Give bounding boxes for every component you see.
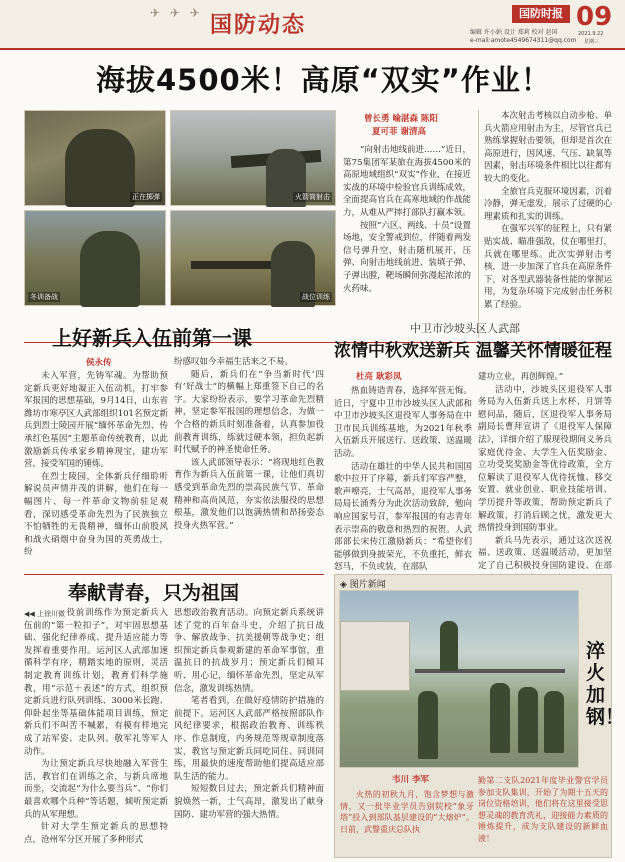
paragraph: 活动在雄壮的中华人民共和国国歌中拉开了序幕，新兵们军容严整，歌声嘹亮，士气高昂，退役军人事务局局长涌秀分为此次活动致辞，勉向响应国家号召，参军报国的有志青年表示崇高的敬意和热烈的祝贺。人武部部长宋传江激励新兵：“希望你们能够做到身披荣光，不负重托，鲜衣怒马，不负或装，在部队 bbox=[334, 461, 472, 573]
editor-credits: 编辑 许小娟 设计 郑莉 校对 赵国 bbox=[470, 29, 558, 36]
soldier-silhouette bbox=[80, 231, 140, 307]
photo-news-caption-right bbox=[478, 775, 608, 855]
paragraph: 全旅官兵克服环境因素，沉着冷静，弹无虚发，展示了过硬的心理素质和扎实的训练。 bbox=[484, 186, 612, 222]
photo-news-label bbox=[340, 577, 386, 590]
photo-rocket bbox=[170, 110, 336, 206]
photo-caption: 冬训备战 bbox=[30, 293, 58, 301]
soldier-silhouette bbox=[418, 691, 438, 759]
paragraph: 按照“六区、两线、十员”设置场地，安全警戒到位，伴随着两发信号弹升空，射击随机展开，压弹、向射击地线前进、装填子弹、子弹出膛，靶场瞬间弥漫起浓浓的火药味。 bbox=[343, 220, 471, 294]
building bbox=[340, 621, 410, 691]
main-byline: 曾长勇 喻湛森 陈阳 bbox=[364, 114, 438, 124]
article2-col2 bbox=[174, 356, 324, 568]
paragraph: 勤第二支队2021年度毕业警官学员参加支队集训，开始了为期十五天的岗位资格培训，他们将在这里接受思想灵魂的教育洗礼，迎接能力素质的锤炼提升，成为支队建设的新鲜血液！ bbox=[478, 776, 608, 843]
editor-email: e-mail:amote4549674311@qq.com bbox=[470, 37, 577, 44]
paragraph: 本次射击考核以自动步枪、单兵火箭应用射击为主，尽管官兵已熟练掌握射击要领，但却是首次在高原进行，因风速、气压、缺氧等因素，射击环境条件相比以往都有较大的变化。 bbox=[484, 111, 612, 184]
soldier-silhouette bbox=[490, 683, 510, 753]
main-byline-2: 夏可菲 谢清高 bbox=[372, 127, 426, 137]
photo-caption: 正在掷弹 bbox=[132, 193, 160, 201]
birds-ornament: ✈ ✈ ✈ bbox=[150, 6, 203, 20]
paragraph: 在烈士陵园，全体新兵仔细聆听解说员声情并茂的讲解，他们在每一幅图片、每一件革命文物前驻足观看，深切感受革命先烈为了民族独立不怕牺牲的无畏精神，缅怀山前股风和战火硝烟中奋身为国的英勇战士，纷 bbox=[24, 471, 168, 558]
article2-headline: 上好新兵入伍前第一课 bbox=[52, 326, 252, 350]
paragraph: 活动中，沙坡头区退役军人事务局为入伍新兵送上水杯、月饼等慰问品，随后，区退役军人事务局副局长曹拜宣讲了《退役军人保障法》，详细介绍了服现役期间义务兵家庭优待金、大学生入伍奖励金、立功受奖奖励金等优待政策，全方位解读了退役军人优待抚恤、移交安置、就业创业、职业技能培训、学历提升等政策，帮助预定新兵了解政策，打消后顾之忧，激发更大热情投身到国防事业。 bbox=[478, 384, 612, 534]
paragraph: 火热的初秋九月，饱含梦想与激情，又一批毕业学员告别院校“象牙塔”投入到部队基层建设的“大熔炉”。日前，武警重庆总队执 bbox=[340, 790, 474, 834]
paragraph: 短短数日过去，预定新兵们精神面貌焕然一新，士气高昂，激发出了献身国防、建功军营的强大热情。 bbox=[174, 784, 324, 820]
article3-col2 bbox=[478, 371, 612, 571]
paragraph: 新兵马先表示，通过这次送祝福、送政策、送温暖活动，更加坚定了自己积极投身国防建设、在部 bbox=[478, 535, 612, 571]
photo-news-title: 淬火加钢！ bbox=[586, 640, 625, 728]
play-icon: ◀◀ bbox=[24, 610, 35, 618]
photo-position bbox=[170, 210, 336, 306]
paragraph: 在强军兴军的征程上，只有紧贴实战、瞄准强敌，仗在哪里打，兵就在哪里练。此次实弹射击考核，进一步加深了官兵在高原条件下，对各型武器装备性能的掌握运用，为复杂环境下完成射击任务积累了经验。 bbox=[484, 224, 612, 310]
article4-col1 bbox=[24, 607, 168, 857]
soldier-silhouette bbox=[65, 129, 135, 207]
paragraph: 纷感叹如今幸福生活来之不易。 bbox=[174, 357, 294, 367]
paragraph: 思想政治教育活动。向预定新兵系统讲述了党的百年奋斗史，介绍了抗日战争、解放战争、抗美援朝等战争史；组织预定新兵参观新建的革命军事馆，重温抗日的抗战岁月；预定新兵们倾耳听、用心记，缅怀革命先烈，坚定从军信念，激发训练热情。 bbox=[174, 608, 324, 694]
masthead-rule bbox=[0, 48, 625, 50]
page-number: 09 bbox=[576, 2, 613, 32]
main-article-col2 bbox=[484, 110, 612, 338]
article4-byline-text: 上徐川微 bbox=[37, 610, 66, 618]
paragraph: 未入军营，先铸军魂。为帮助预定新兵更好地凝正入伍动机，打牢参军报国的思想基础，9月14日，山东省潍坊市寒亭区人武部组织101名预定新兵到烈士陵园开展“缅怀革命先烈、传承红色基因”主题革命传统教育，以此激励新兵传承家乡精神现宝，建功军营，接受军国的锤炼。 bbox=[24, 371, 168, 470]
article4-headline: 奉献青春，只为祖国 bbox=[68, 582, 240, 604]
parallel-bars bbox=[415, 669, 565, 673]
camera-icon: ◈ bbox=[340, 580, 347, 590]
paragraph: 役前训练作为预定新兵入伍前的“第一粒扣子”，对牢固思想基础、强化纪律养成、提升适应能力等发挥着重要作用。运河区人武部加速循科学有序，精踏实地的原则，灵活制定教育训练计划，教育们科学施教，用“示范＋表述”的方式，组织预定新兵进行队列训练、3000米长跑、仰卧起坐等基础体能项目训练，预定新兵们不叫苦不喊累，有模有样地完成了站军姿、走队列、敬军礼等军人动作。 bbox=[24, 608, 168, 757]
article2-col1 bbox=[24, 370, 168, 568]
paragraph: 该人武部领导表示：“将现地红色教育作为新兵入伍前第一课，让他们真切感受到革命先烈的崇高民族气节、革命精神和高尚风范，夯实依法服役的思想根基，激发他们以饱满热情和昂扬姿态投身火热军营。” bbox=[174, 457, 324, 531]
paragraph: 热血铸造青春，选择军营无悔。近日，宁夏中卫市沙坡头区人武部和中卫市沙坡头区退役军人事务局在中卫市民兵训练基地，为2021年秋季入伍新兵开展送行、送政策、送温暖活动。 bbox=[334, 386, 472, 459]
main-headline: 海拔4500米！高原“双实”作业！ bbox=[96, 63, 551, 97]
photo-caption: 火箭筒射击 bbox=[295, 193, 330, 201]
article3-col1 bbox=[334, 385, 472, 573]
photo-news-label-text: 图片新闻 bbox=[349, 580, 386, 590]
issue-date: 2021.9.22 bbox=[578, 31, 604, 37]
photo-news-byline: 韦川 李军 bbox=[392, 775, 429, 785]
photo-grenade bbox=[24, 110, 166, 206]
soldier-silhouette bbox=[518, 687, 538, 753]
photo-training bbox=[24, 210, 166, 306]
section-title: 国防动态 bbox=[210, 13, 307, 38]
soldier-silhouette bbox=[440, 621, 458, 671]
paragraph: “向射击地线前进……”近日，第75集团军某旅在海拔4500米的高原地域组织“双实”作业，在接近实战的环境中检验官兵训练成效，全面提高官兵在高寒地域的作战能力，从难从严摔打部队打赢本领。 bbox=[343, 145, 471, 218]
article2-byline: 侯永传 bbox=[86, 358, 112, 368]
article3-byline: 杜亮 耿彩凤 bbox=[356, 372, 402, 382]
paragraph: 针对大学生预定新兵的思想特点，沧州军分区开展了多种形式 bbox=[24, 822, 168, 845]
article3-kicker: 中卫市沙坡头区人武部 bbox=[410, 322, 520, 335]
paragraph: 为让预定新兵尽快地融入军营生活，教官们在训练之余，与新兵席地而坐，交流起“为什么要当兵”、“你们最喜欢哪个兵种”等话题，倾听预定新兵的从军理想。 bbox=[24, 759, 168, 820]
main-article-col1 bbox=[343, 144, 471, 338]
photo-news-image bbox=[339, 590, 579, 768]
soldier-silhouette bbox=[544, 691, 564, 753]
column-divider bbox=[478, 110, 479, 338]
paragraph: 建功立业，再创辉煌。” bbox=[478, 372, 564, 382]
paragraph: 随后，新兵们在“争当新时代‘四有’好战士”的横幅上郑重签下自己的名字。大家纷纷表示，要学习革命先烈精神，坚定参军报国的理想信念，为做一个合格的新兵时刻准备着，认真参加役前教育训练，练就过硬本领，担负起新时代赋予的神圣使命任务。 bbox=[174, 369, 324, 456]
newspaper-logo: 国防时报 bbox=[512, 5, 570, 23]
issue-weekday: 星期三 bbox=[584, 39, 600, 45]
section-rule bbox=[24, 574, 324, 575]
photo-caption: 战位训练 bbox=[302, 293, 330, 301]
article4-col2 bbox=[174, 607, 324, 857]
paragraph: 笔者看到，在做好疫情防护措施的前提下，运河区人武部严格按照部队作风纪律要求，根据政治教育、训练秩序、作息制度，内务规范等规章制度落实，教官与预定新兵同吃同住、同训同练，用最快的速度帮助他们提高适应部队生活的能力。 bbox=[174, 696, 324, 782]
photo-news-caption-left bbox=[340, 789, 474, 855]
article3-headline: 浓情中秋欢送新兵 温馨关怀情暖征程 bbox=[334, 341, 612, 361]
